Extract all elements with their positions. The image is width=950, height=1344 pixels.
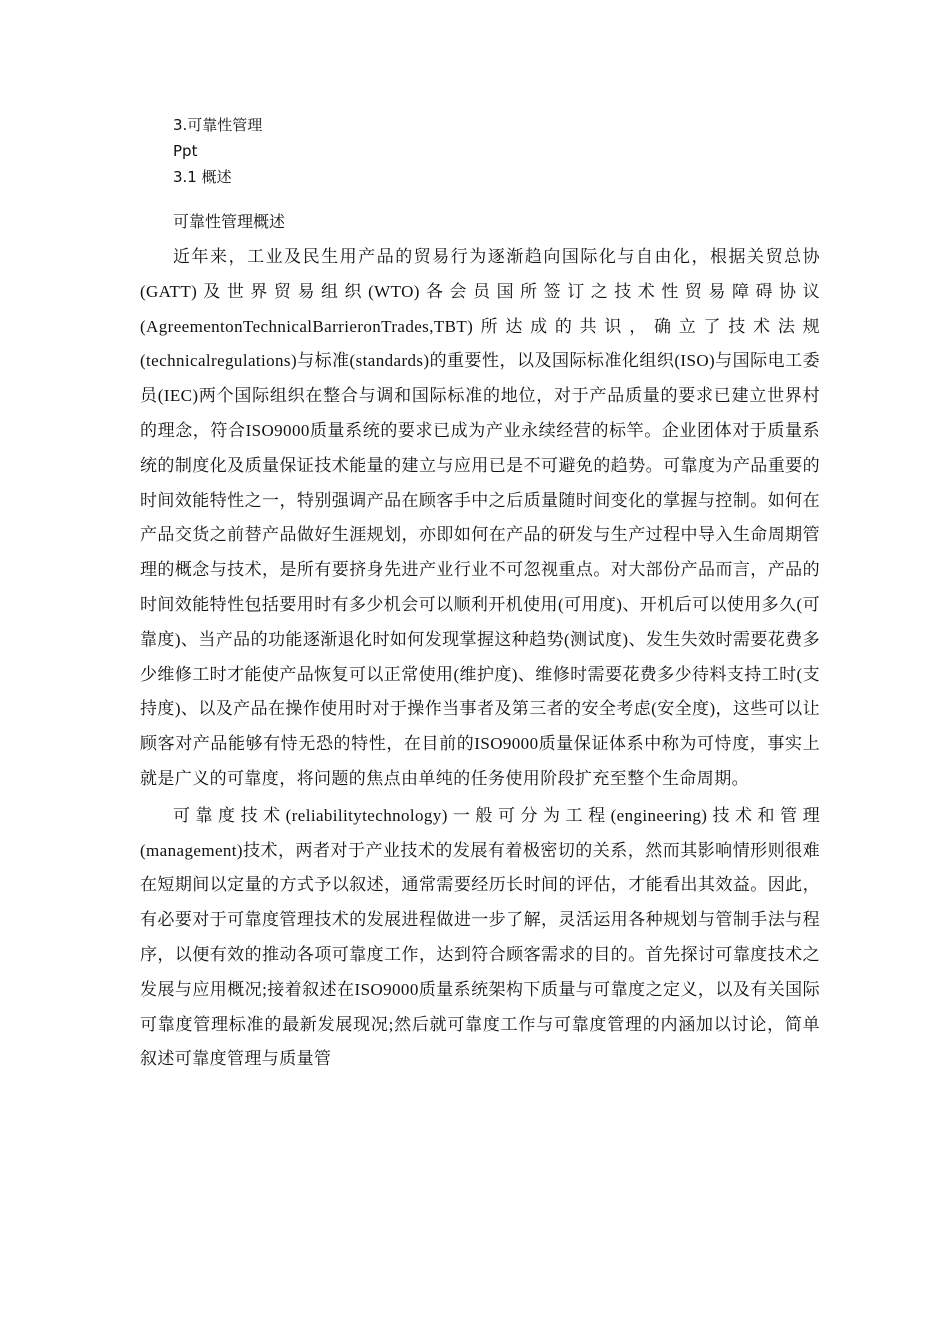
document-page [140,112,820,1079]
section-heading: 3.1 概述 [173,168,232,186]
chapter-heading: 3.可靠性管理 [173,116,263,134]
body-paragraph-2: 可靠度技术(reliabilitytechnology)一般可分为工程(engineering)技术和管理(management)技术，两者对于产业技术的发展有着极密切的关系，然而其影响情形则很难在短期间以定量的方式予以叙述，通常需要经历长时间的评估，才能看出其效益。因此，有必要对于可靠度管理技术的发展进程做进一步了解，灵活运用各种规划与管制手法与程序，以便有效的推动各项可靠度工作，达到符合顾客需求的目的。首先探讨可靠度技术之发展与应用概况;接着叙述在ISO9000质量系统架构下质量与可靠度之定义，以及有关国际可靠度管理标准的最新发展现况;然后就可靠度工作与可靠度管理的内涵加以讨论，简单叙述可靠度管理与质量管 [140,805,820,1069]
ppt-label: Ppt [173,142,198,160]
body-paragraph-1: 近年来，工业及民生用产品的贸易行为逐渐趋向国际化与自由化，根据关贸总协(GATT)及世界贸易组织(WTO)各会员国所签订之技术性贸易障碍协议(AgreementonTechnicalBarrieronTrades,TBT)所达成的共识，确立了技术法规(technicalregulations)与标准(standards)的重要性，以及国际标准化组织(ISO)与国际电工委员(IEC)两个国际组织在整合与调和国际标准的地位，对于产品质量的要求已建立世界村的理念，符合ISO9000质量系统的要求已成为产业永续经营的标竿。企业团体对于质量系统的制度化及质量保证技术能量的建立与应用已是不可避免的趋势。可靠度为产品重要的时间效能特性之一，特别强调产品在顾客手中之后质量随时间变化的掌握与控制。如何在产品交货之前替产品做好生涯规划，亦即如何在产品的研发与生产过程中导入生命周期管理的概念与技术，是所有要挤身先进产业行业不可忽视重点。对大部份产品而言，产品的时间效能特性包括要用时有多少机会可以顺利开机使用(可用度)、开机后可以使用多久(可靠度)、当产品的功能逐渐退化时如何发现掌握这种趋势(测试度)、发生失效时需要花费多少维修工时才能使产品恢复可以正常使用(维护度)、维修时需要花费多少待料支持工时(支持度)、以及产品在操作使用时对于操作当事者及第三者的安全考虑(安全度)，这些可以让顾客对产品能够有恃无恐的特性，在目前的ISO9000质量保证体系中称为可恃度，事实上就是广义的可靠度，将问题的焦点由单纯的任务使用阶段扩充至整个生命周期。 [140,247,820,788]
subheading: 可靠性管理概述 [173,212,286,231]
